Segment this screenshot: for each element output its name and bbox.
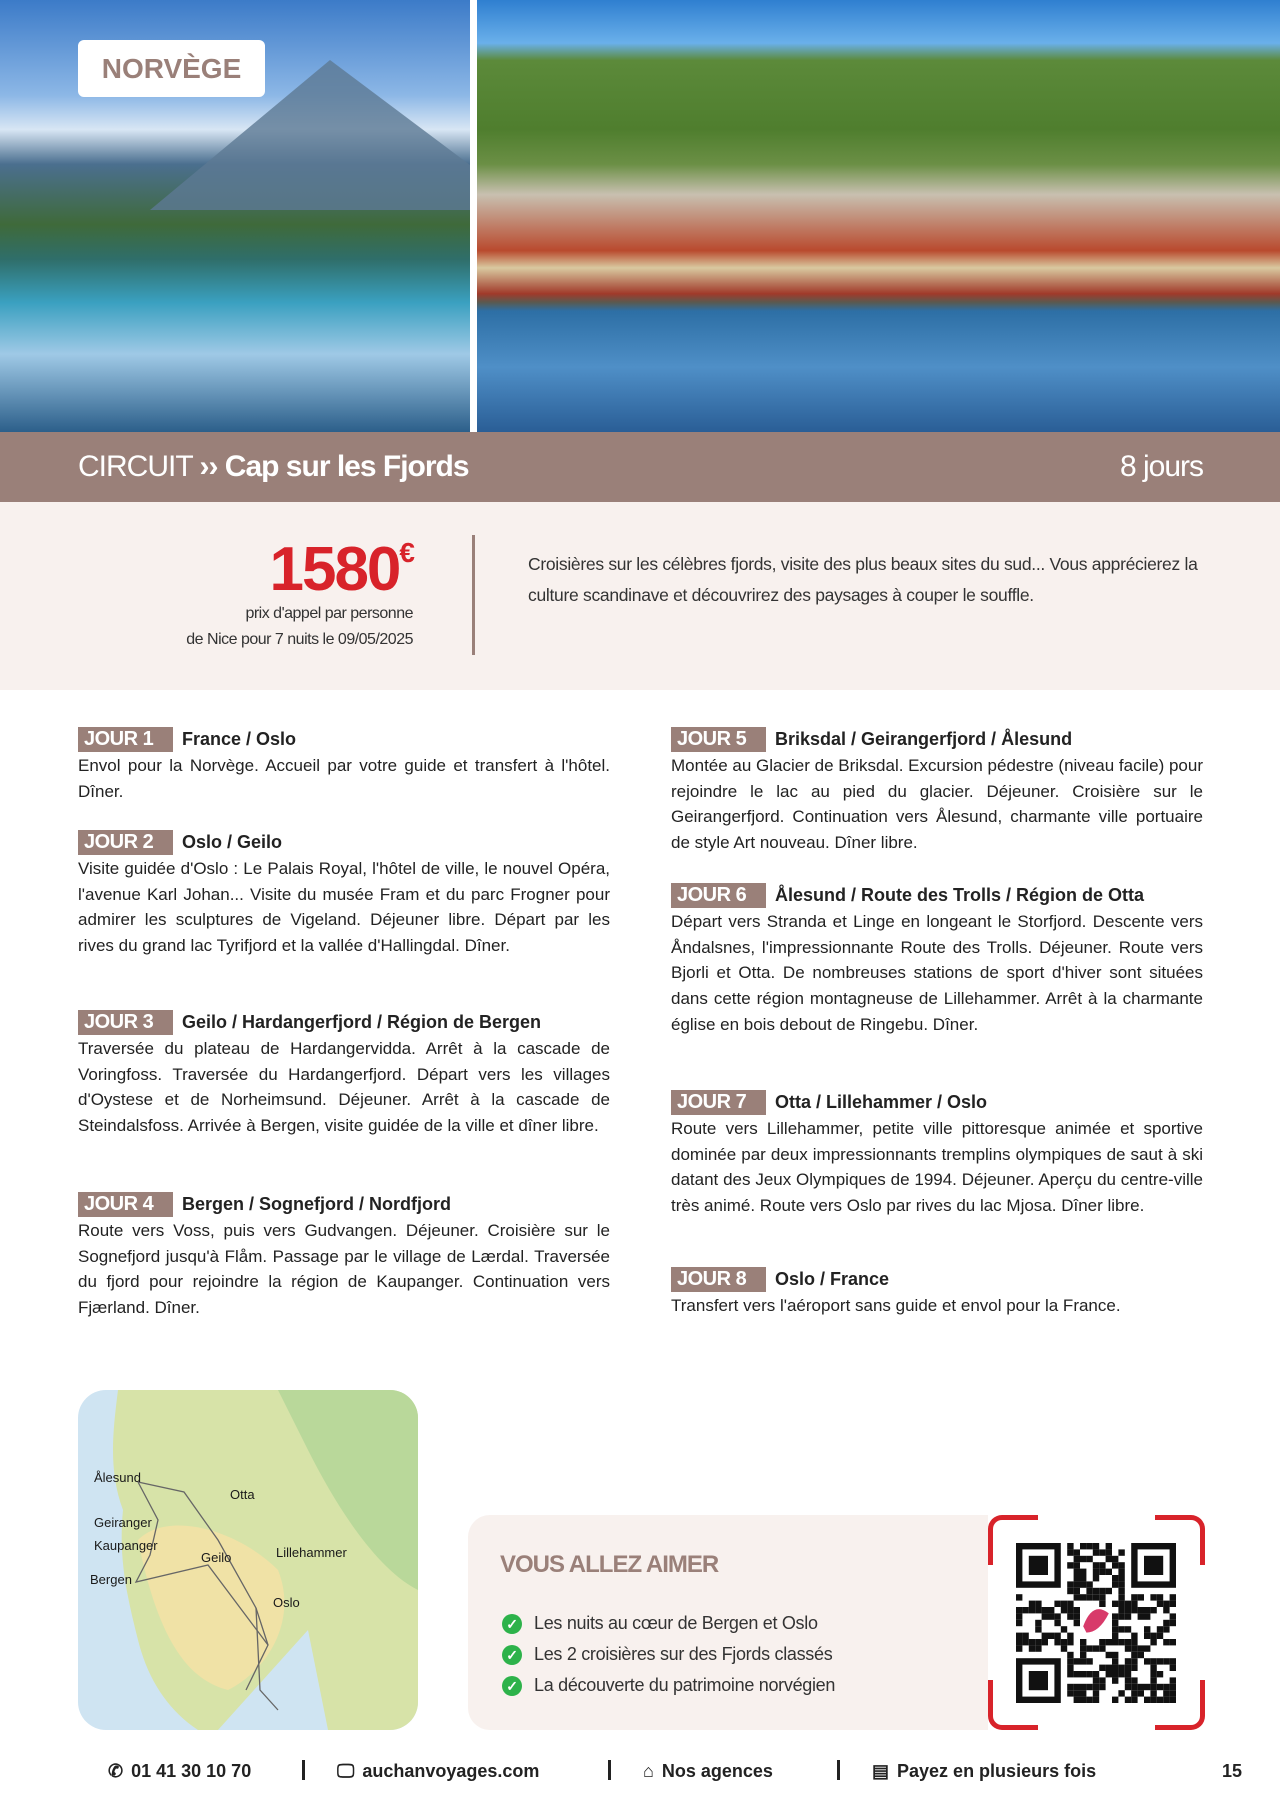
- separator: [608, 1760, 611, 1780]
- day-label: JOUR 6: [671, 883, 766, 908]
- day-text: Envol pour la Norvège. Accueil par votre guide et transfert à l'hôtel. Dîner.: [78, 756, 610, 801]
- page-number: 15: [1222, 1761, 1243, 1781]
- day-title: Bergen / Sognefjord / Nordfjord: [182, 1193, 451, 1214]
- day-4: [78, 1192, 610, 1321]
- day-text: Montée au Glacier de Briksdal. Excursion pédestre (niveau facile) pour rejoindre le lac au pied du glacier. Déjeuner. Croisière sur le Geirangerfjord. Continuation vers Ålesund, charmante ville portuaire de style Art nouveau. Dîner libre.: [671, 756, 1203, 853]
- monitor-icon: 🖵: [337, 1761, 355, 1781]
- day-2: [78, 830, 610, 959]
- day-text: Transfert vers l'aéroport sans guide et envol pour la France.: [671, 1296, 1121, 1315]
- day-6: [671, 883, 1203, 1038]
- circuit-duration: 8 jours: [1119, 450, 1203, 483]
- day-label: JOUR 5: [671, 727, 766, 752]
- day-text: Visite guidée d'Oslo : Le Palais Royal, l'hôtel de ville, le nouvel Opéra, l'avenue Karl Johan... Visite du musée Fram et du parc Frogner pour admirer les sculptures de Vigeland. Déjeuner libre. Départ par les rives du grand lac Tyrifjord et la vallée d'Hallingdal. Dîner.: [78, 859, 610, 956]
- check-icon: ✓: [502, 1614, 522, 1634]
- qr-pattern: [1016, 1543, 1176, 1703]
- footer-agencies[interactable]: ⌂ Nos agences: [643, 1761, 773, 1781]
- map-label-bergen: Bergen: [90, 1572, 132, 1587]
- day-title: Oslo / France: [775, 1268, 890, 1289]
- map-label-otta: Otta: [230, 1487, 255, 1502]
- map-label-geiranger: Geiranger: [94, 1515, 152, 1530]
- day-5: [671, 727, 1203, 856]
- highlights-title: VOUS ALLEZ AIMER: [500, 1551, 719, 1578]
- map-label-geilo: Geilo: [201, 1550, 232, 1565]
- day-1: [78, 727, 610, 804]
- route-map: [78, 1390, 418, 1730]
- highlight-item: ✓ La découverte du patrimoine norvégien: [502, 1670, 835, 1701]
- qr-code[interactable]: [988, 1515, 1205, 1730]
- day-text: Traversée du plateau de Hardangervidda. Arrêt à la cascade de Voringfoss. Traversée du Hardangerfjord. Départ vers les villages d'Oystese et de Norheimsund. Déjeuner. Arrêt à la cascade de Steindalsfoss. Arrivée à Bergen, visite guidée de la ville et dîner libre.: [78, 1039, 610, 1136]
- day-text: Départ vers Stranda et Linge en longeant le Storfjord. Descente vers Åndalsnes, l'impressionnante Route des Trolls. Déjeuner. Route vers Bjorli et Otta. De nombreuses stations de sport d'hiver sont situées dans cette région montagneuse de Lillehammer. Arrêt à la charmante église en bois debout de Ringebu. Dîner.: [671, 912, 1203, 1034]
- highlight-item: ✓ Les nuits au cœur de Bergen et Oslo: [502, 1608, 835, 1639]
- check-icon: ✓: [502, 1645, 522, 1665]
- day-7: [671, 1090, 1203, 1219]
- map-label-kaupanger: Kaupanger: [94, 1538, 158, 1553]
- day-label: JOUR 8: [671, 1267, 766, 1292]
- day-title: Briksdal / Geirangerfjord / Ålesund: [775, 728, 1073, 749]
- map-label-lillehammer: Lillehammer: [276, 1545, 347, 1560]
- country-badge: NORVÈGE: [78, 40, 265, 97]
- footer-payment[interactable]: ▤ Payez en plusieurs fois: [872, 1761, 1097, 1781]
- home-icon: ⌂: [643, 1761, 654, 1781]
- map-label-oslo: Oslo: [273, 1595, 300, 1610]
- footer-phone[interactable]: ✆ 01 41 30 10 70: [108, 1761, 252, 1781]
- photo-bergen-bryggen: [477, 0, 1280, 432]
- separator: [837, 1760, 840, 1780]
- circuit-type: CIRCUIT: [78, 450, 193, 483]
- day-3: [78, 1010, 610, 1139]
- credit-card-icon: ▤: [872, 1761, 890, 1781]
- highlight-item: ✓ Les 2 croisières sur des Fjords classés: [502, 1639, 835, 1670]
- day-label: JOUR 1: [78, 727, 173, 752]
- day-title: Geilo / Hardangerfjord / Région de Bergen: [182, 1011, 542, 1032]
- day-title: France / Oslo: [182, 728, 297, 749]
- circuit-title: Cap sur les Fjords: [224, 450, 469, 483]
- check-icon: ✓: [502, 1676, 522, 1696]
- day-label: JOUR 3: [78, 1010, 173, 1035]
- separator: [302, 1760, 305, 1780]
- day-8: [671, 1267, 1203, 1319]
- day-title: Ålesund / Route des Trolls / Région de Otta: [775, 884, 1145, 905]
- price-section: [0, 502, 1280, 690]
- day-title: Oslo / Geilo: [182, 831, 283, 852]
- day-text: Route vers Voss, puis vers Gudvangen. Déjeuner. Croisière sur le Sognefjord jusqu'à Flåm. Passage par le village de Lærdal. Traversée du fjord pour rejoindre la région de Kaupanger. Continuation vers Fjærland. Dîner.: [78, 1221, 610, 1318]
- day-label: JOUR 4: [78, 1192, 173, 1217]
- price-note-2: de Nice pour 7 nuits le 09/05/2025: [186, 631, 413, 648]
- price-note-1: prix d'appel par personne: [245, 605, 413, 622]
- footer: [0, 1758, 1280, 1788]
- day-label: JOUR 2: [78, 830, 173, 855]
- circuit-header: [0, 432, 1280, 502]
- price: 1580€: [269, 535, 413, 604]
- phone-icon: ✆: [108, 1761, 124, 1781]
- circuit-description: Croisières sur les célèbres fjords, visite des plus beaux sites du sud... Vous apprécierez la culture scandinave et découvrirez des paysages à couper le souffle.: [528, 554, 1198, 605]
- arrows: ››: [199, 450, 218, 483]
- day-title: Otta / Lillehammer / Oslo: [775, 1091, 988, 1112]
- divider: [472, 535, 475, 655]
- day-label: JOUR 7: [671, 1090, 766, 1115]
- footer-website[interactable]: 🖵 auchanvoyages.com: [337, 1761, 540, 1781]
- map-label-alesund: Ålesund: [94, 1470, 141, 1485]
- day-text: Route vers Lillehammer, petite ville pittoresque animée et sportive dominée par deux impressionnants tremplins olympiques de saut à ski datant des Jeux Olympiques de 1994. Déjeuner. Aperçu du centre-ville très animé. Route vers Oslo par rives du lac Mjosa. Dîner libre.: [671, 1119, 1203, 1216]
